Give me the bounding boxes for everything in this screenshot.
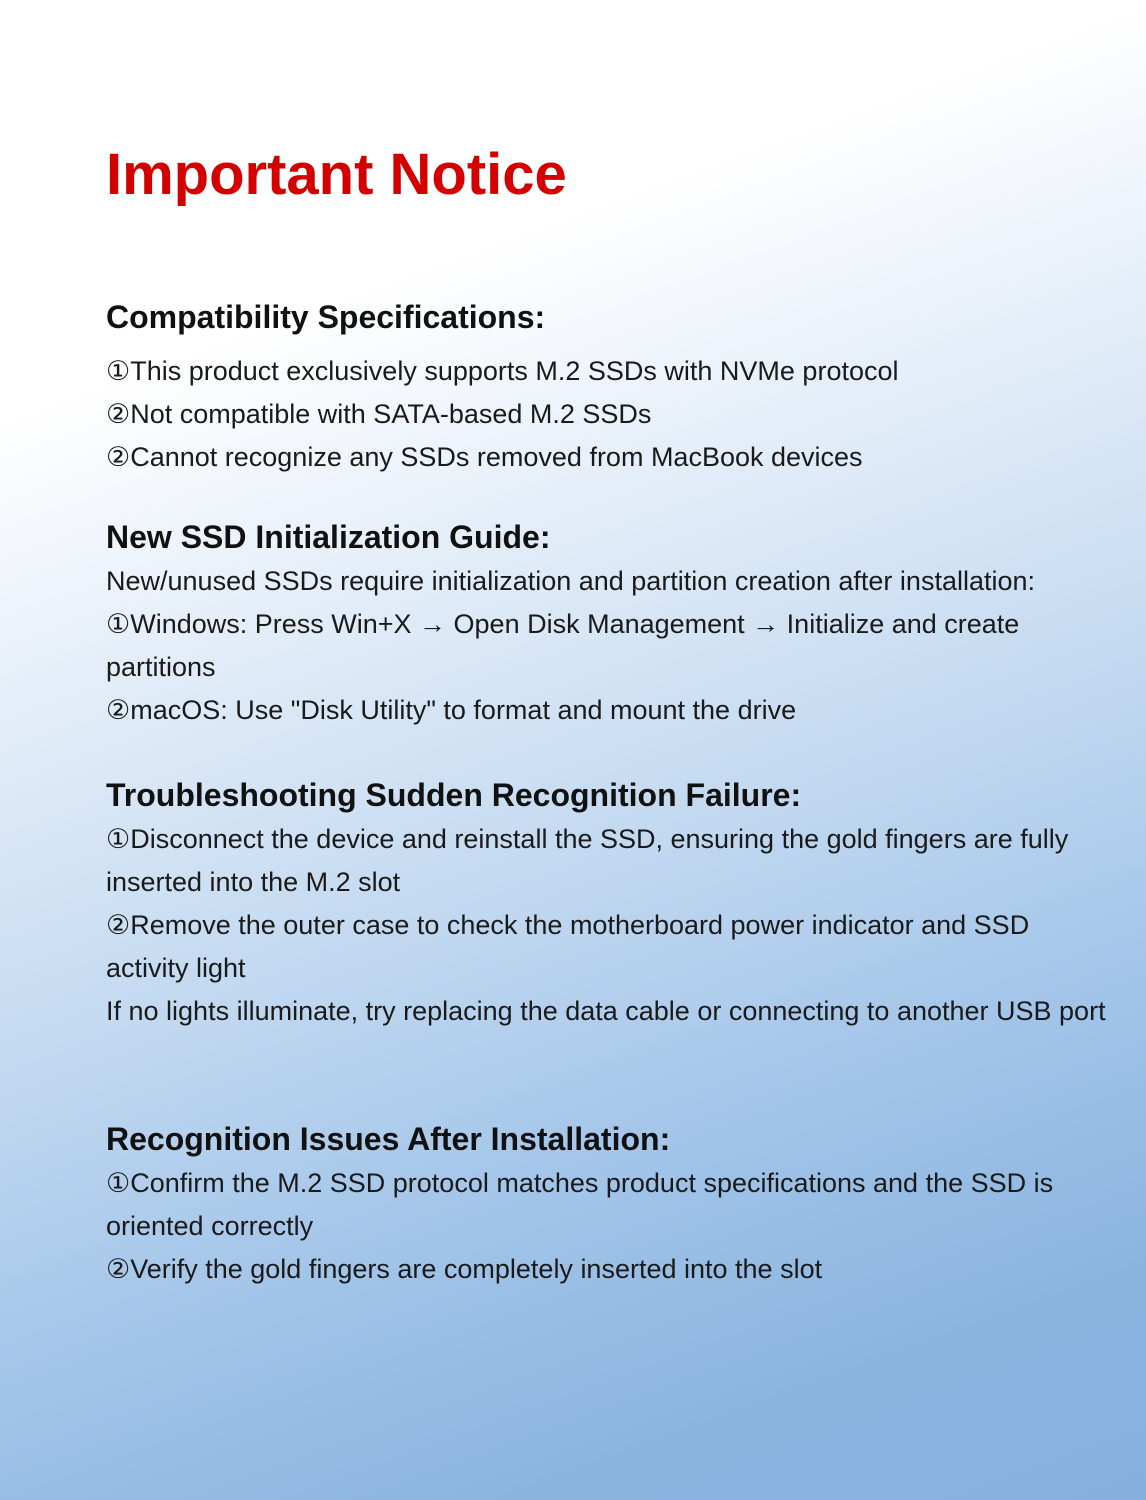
section-heading-clip: [106, 304, 1116, 336]
page-title: Important Notice: [106, 142, 567, 207]
installation-issues-section: [106, 1116, 1116, 1291]
list-item: ②Cannot recognize any SSDs removed from MacBook devices: [106, 442, 863, 472]
list-item: ①Windows: Press Win+X → Open Disk Management → Initialize and create partitions: [106, 609, 1020, 682]
list-item: ②Verify the gold fingers are completely inserted into the slot: [106, 1254, 823, 1284]
initialization-guide-section: [106, 514, 1116, 732]
list-item: ①Confirm the M.2 SSD protocol matches product specifications and the SSD is oriented correctly: [106, 1168, 1054, 1241]
troubleshooting-section: [106, 772, 1116, 1033]
list-item: ①This product exclusively supports M.2 SSDs with NVMe protocol: [106, 356, 899, 386]
list-item: If no lights illuminate, try replacing the data cable or connecting to another USB port: [106, 996, 1106, 1026]
section-heading: Compatibility Specifications:: [106, 304, 546, 335]
list-item: ②Remove the outer case to check the motherboard power indicator and SSD activity light: [106, 910, 1030, 983]
section-heading: Recognition Issues After Installation:: [106, 1121, 671, 1157]
list-item: ②macOS: Use "Disk Utility" to format and mount the drive: [106, 695, 797, 725]
list-item: ①Disconnect the device and reinstall the SSD, ensuring the gold fingers are fully inserted into the M.2 slot: [106, 824, 1069, 897]
list-item: New/unused SSDs require initialization and partition creation after installation:: [106, 566, 1036, 596]
section-heading: Troubleshooting Sudden Recognition Failure:: [106, 777, 802, 813]
section-heading: New SSD Initialization Guide:: [106, 519, 551, 555]
list-item: ②Not compatible with SATA-based M.2 SSDs: [106, 399, 652, 429]
compatibility-section: [106, 304, 1116, 479]
